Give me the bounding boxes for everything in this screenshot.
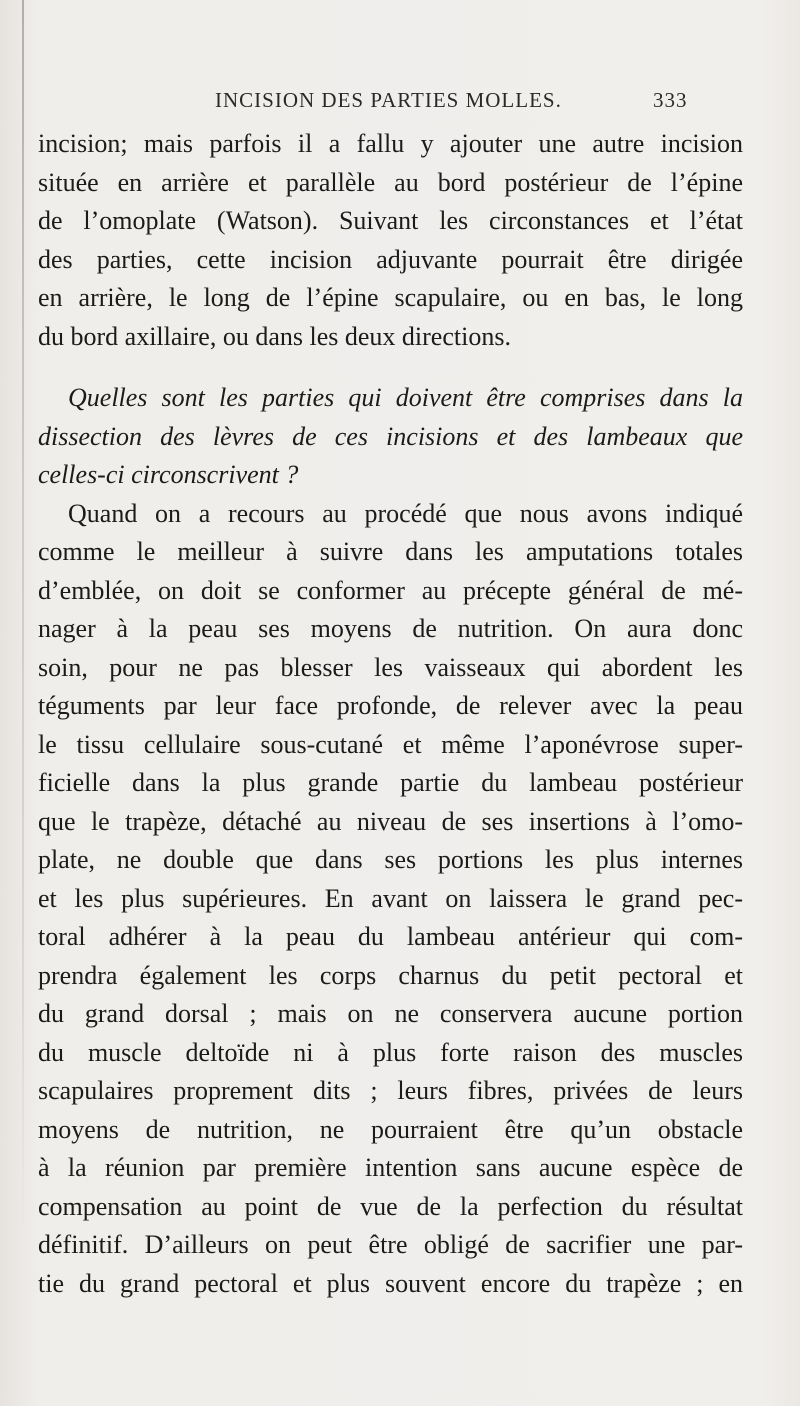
text-line: compensation au point de vue de la perfection du résultat bbox=[38, 1191, 743, 1221]
answer-paragraph bbox=[38, 495, 743, 1304]
text-line: scapulaires proprement dits ; leurs fibres, privées de leurs bbox=[38, 1076, 743, 1105]
page-gutter-edge bbox=[22, 0, 24, 1240]
text-line: de l’omoplate (Watson). Suivant les circonstances et l’état bbox=[38, 206, 743, 235]
text-line: Quelles sont les parties qui doivent être comprises dans la bbox=[68, 383, 743, 412]
text-line: du muscle deltoïde ni à plus forte raison des muscles bbox=[38, 1037, 743, 1067]
text-line: en arrière, le long de l’épine scapulaire, ou en bas, le long bbox=[38, 283, 743, 312]
text-line: tie du grand pectoral et plus souvent encore du trapèze ; en bbox=[38, 1268, 743, 1298]
text-line: moyens de nutrition, ne pourraient être qu’un obstacle bbox=[38, 1114, 743, 1144]
text-line: et les plus supérieures. En avant on laissera le grand pec- bbox=[38, 883, 743, 913]
text-line: du grand dorsal ; mais on ne conservera aucune portion bbox=[38, 999, 743, 1028]
text-line: téguments par leur face profonde, de relever avec la peau bbox=[38, 691, 743, 720]
text-line: située en arrière et parallèle au bord postérieur de l’épine bbox=[38, 167, 743, 197]
running-title: INCISION DES PARTIES MOLLES. bbox=[215, 88, 562, 112]
text-line: prendra également les corps charnus du petit pectoral et bbox=[38, 960, 743, 990]
text-line: nager à la peau ses moyens de nutrition. On aura donc bbox=[38, 614, 743, 643]
text-line: celles-ci circonscrivent ? bbox=[38, 460, 299, 489]
paragraph-gap bbox=[38, 356, 743, 379]
text-line: comme le meilleur à suivre dans les amputations totales bbox=[38, 537, 743, 566]
question-heading bbox=[38, 379, 743, 495]
text-line: définitif. D’ailleurs on peut être obligé de sacrifier une par- bbox=[38, 1230, 743, 1259]
page-number: 333 bbox=[653, 88, 688, 112]
text-line: toral adhérer à la peau du lambeau antérieur qui com- bbox=[38, 922, 743, 951]
text-line: plate, ne double que dans ses portions les plus internes bbox=[38, 845, 743, 874]
text-line: que le trapèze, détaché au niveau de ses insertions à l’omo- bbox=[38, 806, 743, 836]
text-line: le tissu cellulaire sous-cutané et même l’aponévrose super- bbox=[38, 729, 743, 759]
text-line: incision; mais parfois il a fallu y ajouter une autre incision bbox=[38, 129, 743, 158]
paragraph-continuation bbox=[38, 125, 743, 356]
text-line: des parties, cette incision adjuvante pourrait être dirigée bbox=[38, 244, 743, 274]
text-line: du bord axillaire, ou dans les deux directions. bbox=[38, 321, 511, 351]
text-line: d’emblée, on doit se conformer au précepte général de mé- bbox=[38, 575, 743, 605]
text-line: ficielle dans la plus grande partie du lambeau postérieur bbox=[38, 768, 743, 797]
text-line: soin, pour ne pas blesser les vaisseaux qui abordent les bbox=[38, 652, 743, 682]
body-text bbox=[38, 125, 743, 1303]
text-line: à la réunion par première intention sans aucune espèce de bbox=[38, 1153, 743, 1182]
text-line: Quand on a recours au procédé que nous avons indiqué bbox=[68, 498, 743, 528]
text-line: dissection des lèvres de ces incisions et des lambeaux que bbox=[38, 421, 743, 451]
